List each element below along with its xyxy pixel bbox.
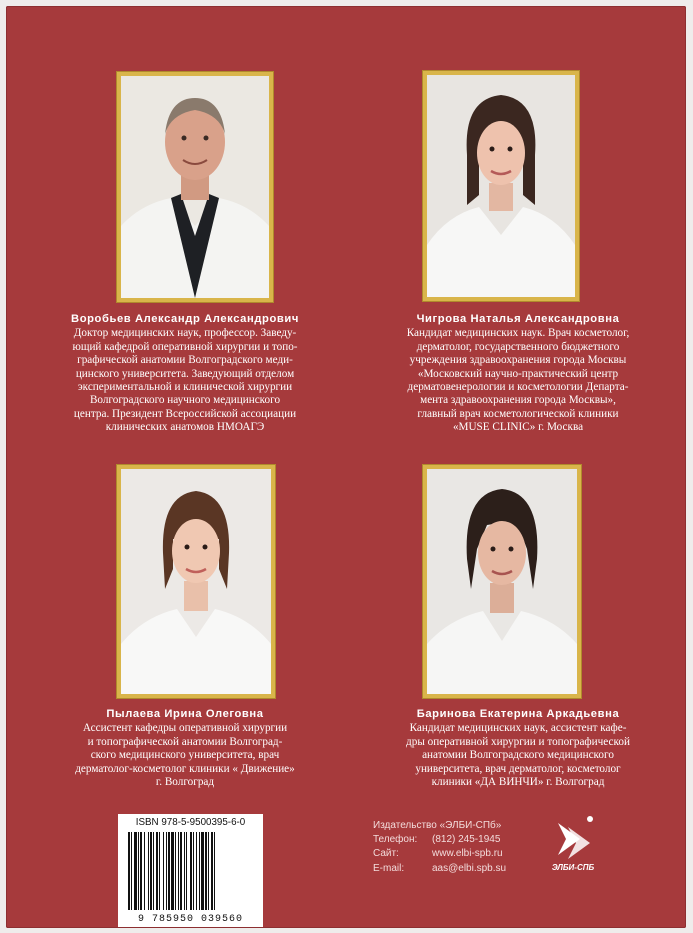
author-description: Кандидат медицинских наук, ассистент кафе- дры оперативной хирургии и топографической анатомии Волгоградского медицинского университета, врач дерматолог, косметолог клиники «ДА ВИНЧИ» г. Волгоград: [406, 722, 630, 789]
publisher-phone-row: [373, 833, 506, 847]
barcode-bar: [163, 832, 164, 910]
publisher-site-row: [373, 847, 506, 861]
barcode-bar: [199, 832, 200, 910]
isbn-digits: 9 785950 039560: [137, 914, 243, 925]
barcode-bar: [201, 832, 204, 910]
email-label: E-mail:: [373, 862, 405, 874]
author-description: Ассистент кафедры оперативной хирургии и топографической анатомии Волгоград- ского медицинского университета, врач дерматолог-косметолог клиники « Движение» г. Волгоград: [75, 722, 295, 789]
barcode-bar: [156, 832, 158, 910]
publisher-email-row: [373, 862, 506, 876]
barcode-bar: [131, 832, 132, 910]
book-back-cover: [6, 6, 686, 928]
author-bio-1: [26, 313, 344, 435]
portrait-woman-image: [121, 469, 271, 694]
barcode-bar: [193, 832, 194, 910]
isbn-barcode: [118, 814, 263, 927]
barcode-bars: [128, 832, 253, 910]
author-bio-4: [354, 708, 682, 789]
author-name: Баринова Екатерина Аркадьевна: [416, 708, 620, 720]
author-name: Пылаева Ирина Олеговна: [106, 708, 264, 720]
barcode-bar: [138, 832, 139, 910]
barcode-bar: [148, 832, 149, 910]
author-photo-vorobyev: [117, 72, 273, 302]
barcode-bar: [140, 832, 142, 910]
barcode-bar: [184, 832, 185, 910]
author-bio-2: [354, 313, 682, 435]
barcode-bar: [205, 832, 207, 910]
barcode-bar: [180, 832, 182, 910]
barcode-bar: [190, 832, 192, 910]
site-value: www.elbi-spb.ru: [432, 848, 503, 860]
phone-label: Телефон:: [373, 834, 418, 846]
barcode-bar: [175, 832, 176, 910]
barcode-bar: [196, 832, 197, 910]
author-photo-pylaeva: [117, 465, 275, 698]
portrait-man-image: [121, 76, 269, 298]
barcode-bar: [168, 832, 170, 910]
phone-value: (812) 245-1945: [432, 834, 501, 846]
barcode-bar: [166, 832, 167, 910]
publisher-name: Издательство «ЭЛБИ-СПб»: [373, 820, 502, 831]
author-description: Доктор медицинских наук, профессор. Заведу- ющий кафедрой оперативной хирургии и топо- графической анатомии Волгоградского меди- цинского университета. Заведующий отделом экспериментальной и клинической хирургии Волгоградского научного медицинского центра. Президент Всероссийской ассоциации клинических анатомов НМОАГЭ: [72, 327, 298, 434]
author-name: Чигрова Наталья Александровна: [416, 313, 620, 325]
portrait-woman-image: [427, 469, 577, 694]
barcode-bar: [208, 832, 209, 910]
barcode-bar: [153, 832, 154, 910]
site-label: Сайт:: [373, 848, 399, 860]
author-bio-3: [26, 708, 344, 789]
publisher-info: [373, 819, 506, 876]
author-name: Воробьев Александр Александрович: [71, 313, 299, 325]
author-photo-chigrova: [423, 71, 579, 301]
barcode-bar: [178, 832, 179, 910]
publisher-logo-text: ЭЛБИ-СПБ: [551, 863, 595, 872]
barcode-bar: [171, 832, 174, 910]
author-photo-barinova: [423, 465, 581, 698]
barcode-bar: [134, 832, 137, 910]
barcode-bar: [150, 832, 152, 910]
author-description: Кандидат медицинских наук. Врач косметолог, дерматолог, государственного бюджетного учреждения здравоохранения города Москвы «Московский научно-практический центр дерматовенерологии и косметологии Департа- мента здравоохранения города Москвы», главный врач косметологической клиники «MUSE CLINIC» г. Москва: [406, 327, 630, 434]
barcode-bar: [144, 832, 145, 910]
barcode-bar: [186, 832, 187, 910]
barcode-bar: [128, 832, 130, 910]
email-value: aas@elbi.spb.su: [432, 862, 507, 874]
isbn-label: ISBN 978-5-9500395-6-0: [135, 817, 246, 828]
barcode-bar: [159, 832, 160, 910]
barcode-bar: [214, 832, 215, 910]
portrait-woman-image: [427, 75, 575, 297]
barcode-bar: [211, 832, 213, 910]
